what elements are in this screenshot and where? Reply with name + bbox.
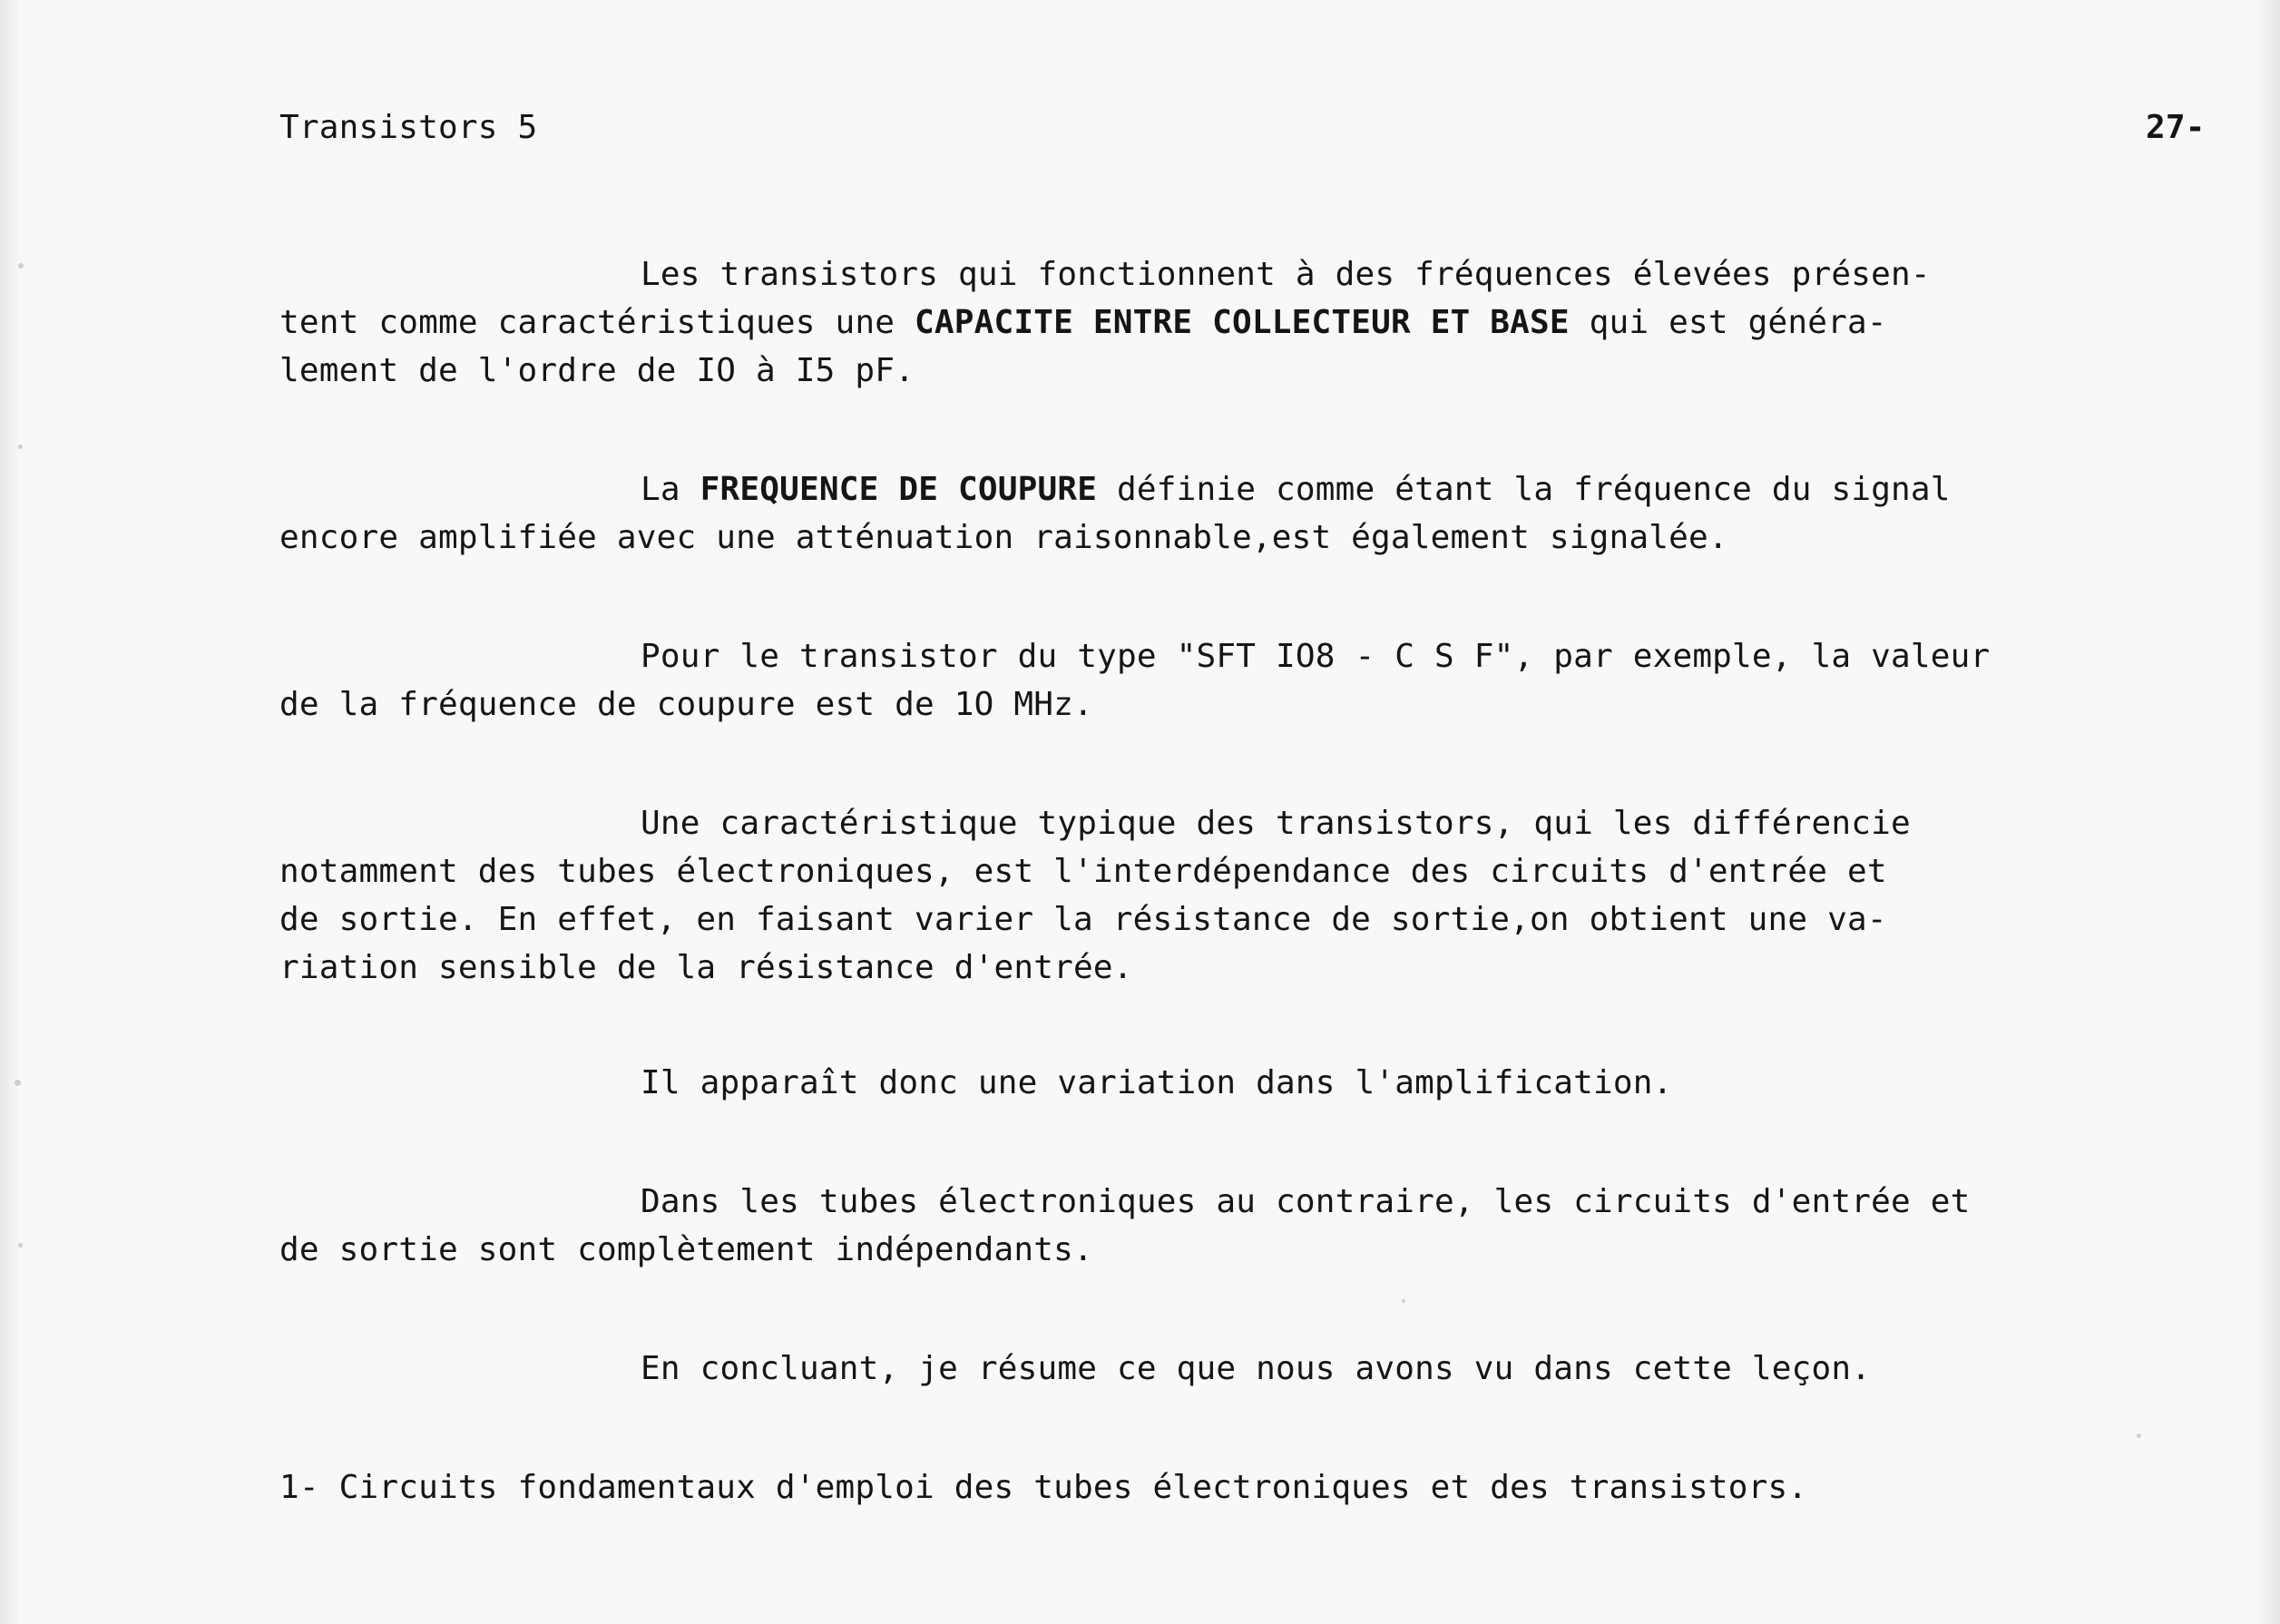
- paragraph-2-line-1: La FREQUENCE DE COUPURE définie comme étant la fréquence du signal: [641, 471, 1951, 508]
- scan-speck: [18, 445, 23, 449]
- paragraph-1-line-3: lement de l'ordre de IO à I5 pF.: [279, 352, 915, 389]
- paragraph-6-line-2: de sortie sont complètement indépendants.: [279, 1231, 1093, 1268]
- scan-speck: [1402, 1299, 1405, 1303]
- paragraph-7-line-1: En concluant, je résume ce que nous avons vu dans cette leçon.: [641, 1350, 1872, 1387]
- paragraph-3-line-2: de la fréquence de coupure est de 1O MHz.: [279, 686, 1093, 723]
- paragraph-1-line-2: tent comme caractéristiques une CAPACITE ENTRE COLLECTEUR ET BASE qui est généra-: [279, 304, 1887, 341]
- paragraph-5-line-1: Il apparaît donc une variation dans l'amplification.: [641, 1064, 1673, 1101]
- emphasis-frequence: FREQUENCE DE COUPURE: [700, 471, 1098, 508]
- header-title: Transistors 5: [279, 109, 538, 146]
- scan-speck: [15, 1080, 21, 1086]
- emphasis-capacite: CAPACITE ENTRE COLLECTEUR ET BASE: [914, 304, 1570, 341]
- paragraph-4-line-2: notamment des tubes électroniques, est l'interdépendance des circuits d'entrée et: [279, 853, 1887, 890]
- paragraph-4-line-3: de sortie. En effet, en faisant varier la résistance de sortie,on obtient une va-: [279, 901, 1887, 938]
- paragraph-2-line-2: encore amplifiée avec une atténuation raisonnable,est également signalée.: [279, 519, 1728, 556]
- paragraph-4-line-4: riation sensible de la résistance d'entrée.: [279, 949, 1133, 986]
- summary-list-item-1: 1- Circuits fondamentaux d'emploi des tubes électroniques et des transistors.: [279, 1469, 1808, 1506]
- paragraph-1-line-1: Les transistors qui fonctionnent à des fréquences élevées présen-: [641, 256, 1931, 293]
- paragraph-6-line-1: Dans les tubes électroniques au contraire, les circuits d'entrée et: [641, 1183, 1971, 1220]
- paragraph-4-line-1: Une caractéristique typique des transistors, qui les différencie: [641, 805, 1911, 842]
- bleed-through-decoration: [563, 410, 582, 447]
- paragraph-3-line-1: Pour le transistor du type "SFT IO8 - C S F", par exemple, la valeur: [641, 638, 1991, 675]
- scan-speck: [2137, 1433, 2141, 1438]
- page-number: 27-: [2146, 109, 2206, 146]
- scan-speck: [18, 263, 24, 269]
- scan-speck: [18, 1243, 23, 1247]
